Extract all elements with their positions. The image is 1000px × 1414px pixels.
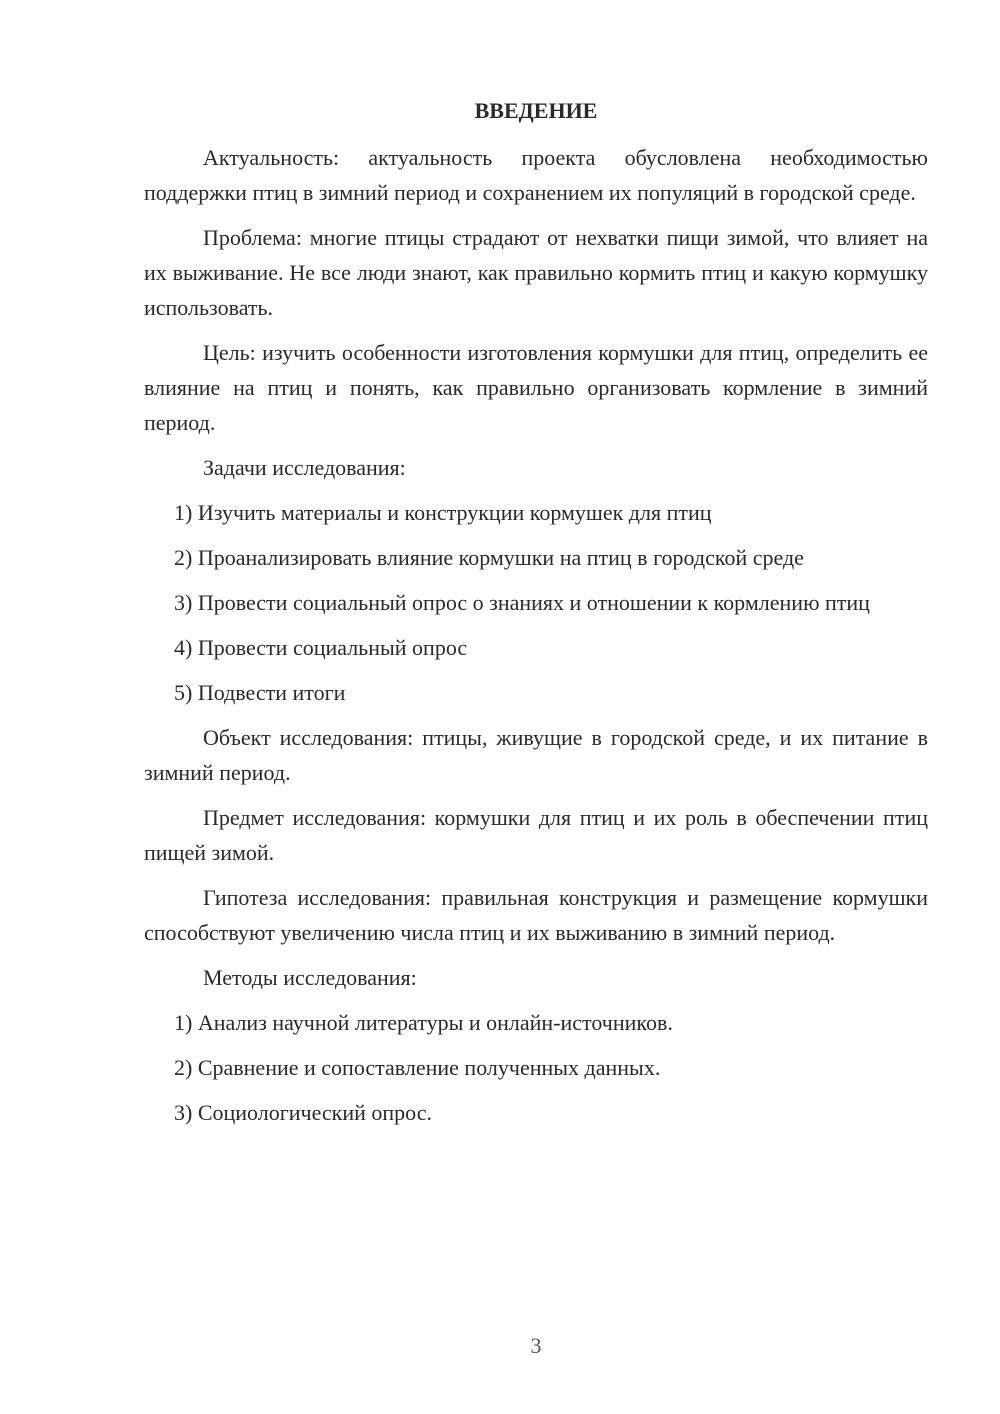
section-title: ВВЕДЕНИЕ [474, 98, 598, 123]
paragraph-hypothesis: Гипотеза исследования: правильная конструкция и размещение кормушки способствуют увеличению числа птиц и их выживанию в зимний период. [144, 885, 928, 945]
method-item: 2) Сравнение и сопоставление полученных данных. [174, 1055, 661, 1080]
task-item: 5) Подвести итоги [174, 680, 346, 705]
task-item: 2) Проанализировать влияние кормушки на птиц в городской среде [174, 545, 804, 570]
task-item: 3) Провести социальный опрос о знаниях и отношении к кормлению птиц [174, 590, 870, 615]
tasks-heading: Задачи исследования: [203, 455, 406, 480]
paragraph-object: Объект исследования: птицы, живущие в городской среде, и их питание в зимний период. [144, 725, 928, 785]
paragraph-subject: Предмет исследования: кормушки для птиц и их роль в обеспечении птиц пищей зимой. [144, 805, 928, 865]
paragraph-goal: Цель: изучить особенности изготовления кормушки для птиц, определить ее влияние на птиц и понять, как правильно организовать кормление в зимний период. [144, 340, 928, 435]
page-content [144, 93, 928, 1140]
task-item: 1) Изучить материалы и конструкции кормушек для птиц [174, 500, 712, 525]
page-number: 3 [530, 1333, 542, 1358]
methods-heading: Методы исследования: [203, 965, 417, 990]
paragraph-problem: Проблема: многие птицы страдают от нехватки пищи зимой, что влияет на их выживание. Не все люди знают, как правильно кормить птиц и какую кормушку использовать. [144, 225, 928, 320]
paragraph-relevance: Актуальность: актуальность проекта обусловлена необходимостью поддержки птиц в зимний период и сохранением их популяций в городской среде. [144, 145, 928, 205]
method-item: 1) Анализ научной литературы и онлайн-источников. [174, 1010, 673, 1035]
task-item: 4) Провести социальный опрос [174, 635, 468, 660]
method-item: 3) Социологический опрос. [174, 1100, 432, 1125]
